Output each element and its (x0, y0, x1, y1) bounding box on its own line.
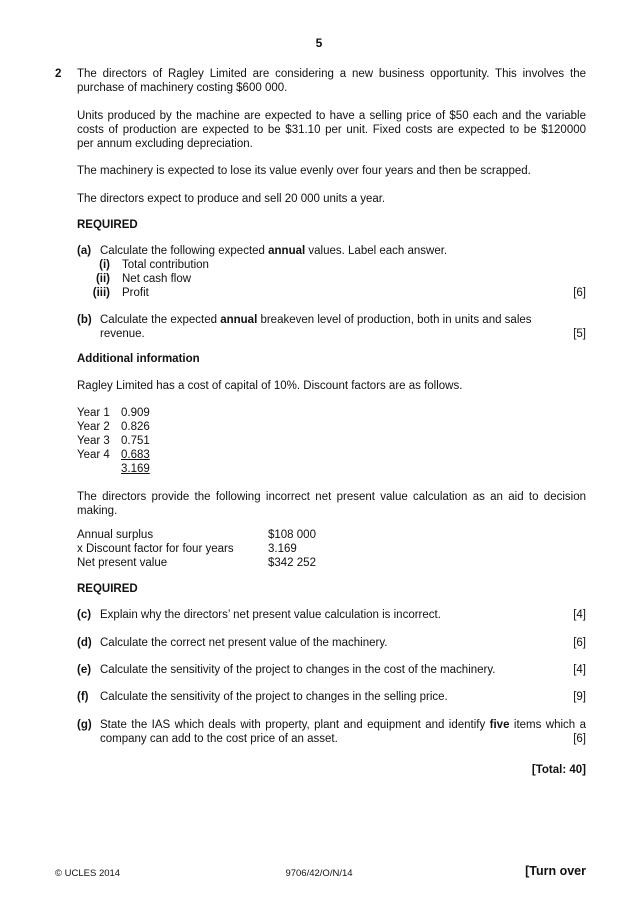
part-b-marks: [5] (573, 328, 586, 340)
total-marks: [Total: 40] (531, 764, 586, 776)
part-a-label: (a) (77, 245, 92, 257)
intro-p2-line2: costs of production are expected to be $31.10 per unit. Fixed costs are expected to be $120000 (77, 124, 586, 136)
part-a-sub-i-label: (i) (99, 259, 110, 271)
discount-value: 0.826 (121, 421, 150, 433)
npv-label: Annual surplus (77, 529, 154, 541)
part-e (77, 663, 586, 677)
npv-value: $108 000 (268, 529, 316, 541)
npv-label: Net present value (77, 557, 168, 569)
part-c-label: (c) (77, 609, 92, 621)
discount-value: 0.751 (121, 435, 150, 447)
required-heading-1: REQUIRED (77, 219, 138, 231)
intro-paragraph-3: The machinery is expected to lose its value evenly over four years and then be scrapped. (77, 165, 531, 177)
part-f-marks: [9] (573, 691, 586, 703)
part-a-sub-ii-text: Net cash flow (122, 273, 192, 285)
discount-year: Year 3 (77, 435, 110, 447)
part-b-label: (b) (77, 314, 92, 326)
part-b-line2: revenue. (100, 328, 145, 340)
npv-intro (77, 490, 586, 518)
footer-copyright: © UCLES 2014 (55, 868, 121, 879)
part-f-label: (f) (77, 691, 89, 703)
additional-text: Ragley Limited has a cost of capital of 10%. Discount factors are as follows. (77, 380, 463, 392)
part-c-text: Explain why the directors’ net present value calculation is incorrect. (100, 609, 441, 621)
intro-p1-line2: purchase of machinery costing $600 000. (77, 82, 288, 94)
discount-total: 3.169 (121, 463, 150, 475)
turn-over: [Turn over (525, 864, 586, 878)
part-e-marks: [4] (573, 664, 586, 676)
part-g-line1: State the IAS which deals with property, plant and equipment and identify five items which a (100, 719, 586, 731)
part-g (77, 718, 586, 746)
question-number: 2 (55, 68, 62, 80)
footer-code: 9706/42/O/N/14 (285, 868, 353, 879)
part-a-sub-i-text: Total contribution (122, 259, 209, 271)
discount-year: Year 4 (77, 449, 110, 461)
npv-value: 3.169 (268, 543, 297, 555)
part-d-marks: [6] (573, 637, 586, 649)
discount-year: Year 1 (77, 407, 110, 419)
part-a (77, 244, 586, 300)
part-d-label: (d) (77, 637, 92, 649)
discount-year: Year 2 (77, 421, 110, 433)
part-g-line2: company can add to the cost price of an asset. (100, 733, 338, 745)
intro-paragraph-2 (77, 109, 586, 151)
part-e-text: Calculate the sensitivity of the project to changes in the cost of the machinery. (100, 664, 496, 676)
intro-p2-line1: Units produced by the machine are expected to have a selling price of $50 each and the variable (77, 110, 586, 122)
page-number: 5 (315, 36, 323, 50)
discount-value: 0.909 (121, 407, 150, 419)
part-d-text: Calculate the correct net present value of the machinery. (100, 637, 388, 649)
part-a-sub-ii-label: (ii) (95, 273, 110, 285)
part-e-label: (e) (77, 664, 92, 676)
npv-value: $342 252 (268, 557, 316, 569)
part-c (77, 608, 586, 622)
part-a-text: Calculate the following expected annual values. Label each answer. (100, 245, 448, 257)
part-c-marks: [4] (573, 609, 586, 621)
part-g-marks: [6] (573, 733, 586, 745)
required-heading-2: REQUIRED (77, 583, 138, 595)
intro-p1-line1: The directors of Ragley Limited are considering a new business opportunity. This involves the (77, 68, 586, 80)
part-b (77, 313, 586, 341)
npv-intro-line1: The directors provide the following incorrect net present value calculation as an aid to decision (77, 491, 586, 503)
npv-intro-line2: making. (77, 505, 118, 517)
additional-heading: Additional information (77, 353, 200, 365)
part-f (77, 690, 586, 704)
intro-p2-line3: per annum excluding depreciation. (77, 138, 253, 150)
intro-paragraph-1 (77, 67, 586, 95)
npv-label: x Discount factor for four years (77, 543, 234, 555)
discount-value: 0.683 (121, 449, 150, 461)
part-a-sub-iii-label: (iii) (92, 287, 110, 299)
part-f-text: Calculate the sensitivity of the project to changes in the selling price. (100, 691, 448, 703)
part-d (77, 636, 586, 650)
part-a-marks: [6] (573, 287, 586, 299)
part-b-line1: Calculate the expected annual breakeven level of production, both in units and sales (100, 314, 532, 326)
part-a-sub-iii-text: Profit (122, 287, 149, 299)
intro-paragraph-4: The directors expect to produce and sell 20 000 units a year. (77, 193, 386, 205)
part-g-label: (g) (77, 719, 92, 731)
